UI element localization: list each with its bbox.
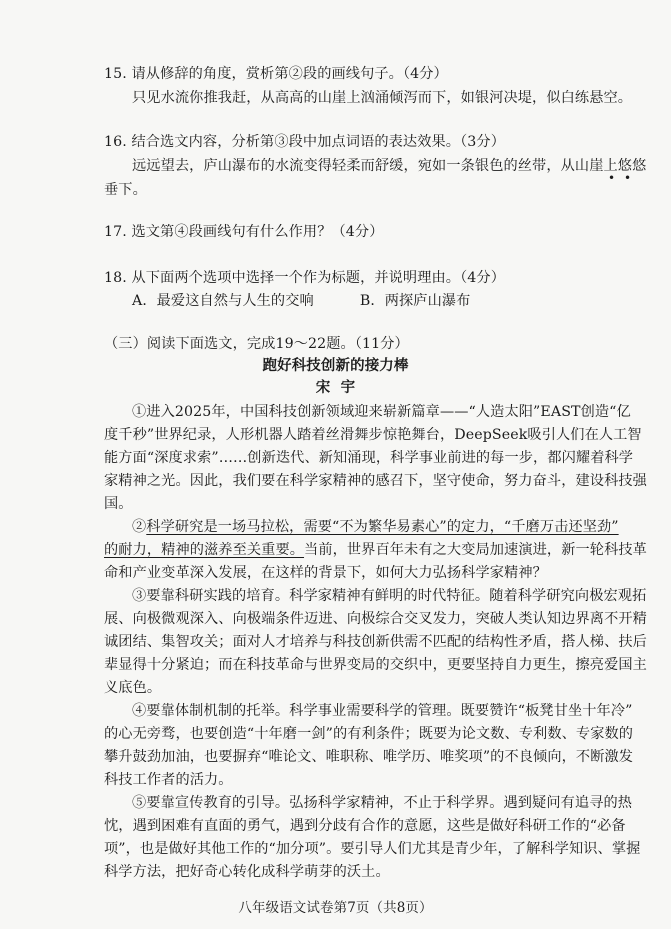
para-5-line: 忱，遇到困难有直面的勇气，遇到分歧有合作的意愿，这些是做好科研工作的“必备 [104,818,626,834]
para-4-line: 的心无旁骛，也要创造“十年磨一剑”的有利条件；既要为论文数、专利数、专家数的 [104,726,634,742]
para-3-line: 义底色。 [104,680,162,696]
question-18: 18. 从下面两个选项中选择一个作为标题，并说明理由。（4分） [104,270,505,286]
page-footer: 八年级语文试卷第7页（共8页） [238,900,433,916]
emphasis-dot: • [608,171,616,185]
para-3-line: ③要靠科研实践的培育。科学家精神有鲜明的时代特征。随着科学研究向极宏观拓 [132,588,647,604]
para-2-underlined-sentence-end: 的耐力，精神的滋养至关重要。 [104,542,305,558]
para-1-line: 家精神之光。因此，我们要在科学家精神的感召下，坚守使命，努力奋斗，建设科技强 [104,473,647,489]
para-1-line: 度千秒”世界纪录，人形机器人踏着丝滑舞步惊艳舞台，DeepSeek吸引人们在人工智 [104,427,642,443]
emphasis-dot: • [624,171,632,185]
para-2-line-3: 命和产业变革深入发展，在这样的背景下，如何大力弘扬科学家精神？ [104,565,547,581]
question-17: 17. 选文第④段画线句有什么作用？（4分） [104,224,384,240]
para-1-line: 国。 [104,496,133,512]
question-16-quote-line-2: 垂下。 [104,182,147,198]
para-5-line: ⑤要靠宣传教育的引导。弘扬科学家精神，不止于科学界。遇到疑问有追寻的热 [132,795,633,811]
para-2-number: ② [132,519,147,535]
para-4-line: 科技工作者的活力。 [104,772,233,788]
para-4-line: ④要靠体制机制的托举。科学事业需要科学的管理。既要赞许“板凳甘坐十年冷” [132,703,633,719]
question-16: 16. 结合选文内容，分析第③段中加点词语的表达效果。（3分） [104,134,505,150]
question-18-options: A．最爱这自然与人生的交响 B．两探庐山瀑布 [132,293,471,309]
question-15: 15. 请从修辞的角度，赏析第②段的画线句子。（4分） [104,66,448,82]
para-2-text: 当前，世界百年未有之大变局加速演进，新一轮科技革 [304,542,647,558]
para-3-line: 诚团结、集智攻关；面对人才培养与科技创新供需不匹配的结构性矛盾，搭人梯、扶后 [104,634,647,650]
para-3-line: 展、向极微观深入、向极端条件迈进、向极综合交叉发力，突破人类认知边界离不开精 [104,611,647,627]
para-1-line: ①进入2025年，中国科技创新领域迎来崭新篇章——“人造太阳”EAST创造“亿 [132,404,631,420]
question-15-quote: 只见水流你推我赶，从高高的山崖上汹涌倾泻而下，如银河决堤，似白练悬空。 [132,90,633,106]
para-2-line-1 [132,517,619,537]
article-title: 跑好科技创新的接力棒 [262,357,409,374]
para-4-line: 攀升鼓劲加油，也要摒弃“唯论文、唯职称、唯学历、唯奖项”的不良倾向，不断激发 [104,749,634,765]
article-author: 宋 宇 [315,379,356,396]
para-3-line: 辈显得十分紧迫；而在科技革命与世界变局的交织中，更要坚持自力更生，擦亮爱国主 [104,657,647,673]
para-5-line: 科学方法，把好奇心转化成科学萌芽的沃土。 [104,864,390,880]
section-3-heading: （三）阅读下面选文，完成19～22题。（11分） [104,336,409,352]
para-2-underlined-sentence: 科学研究是一场马拉松，需要“不为繁华易素心”的定力，“千磨万击还坚劲” [146,519,619,535]
question-16-quote-line-1: 远远望去，庐山瀑布的水流变得轻柔而舒缓，宛如一条银色的丝带，从山崖上悠悠 [132,158,647,174]
para-2-line-2 [104,540,647,560]
para-1-line: 能方面“深度求索”……创新迭代、新知涌现，科学事业前进的每一步，都闪耀着科学 [104,450,634,466]
para-5-line: 项”，也是做好其他工作的“加分项”。要引导人们尤其是青少年，了解科学知识、掌握 [104,841,641,857]
